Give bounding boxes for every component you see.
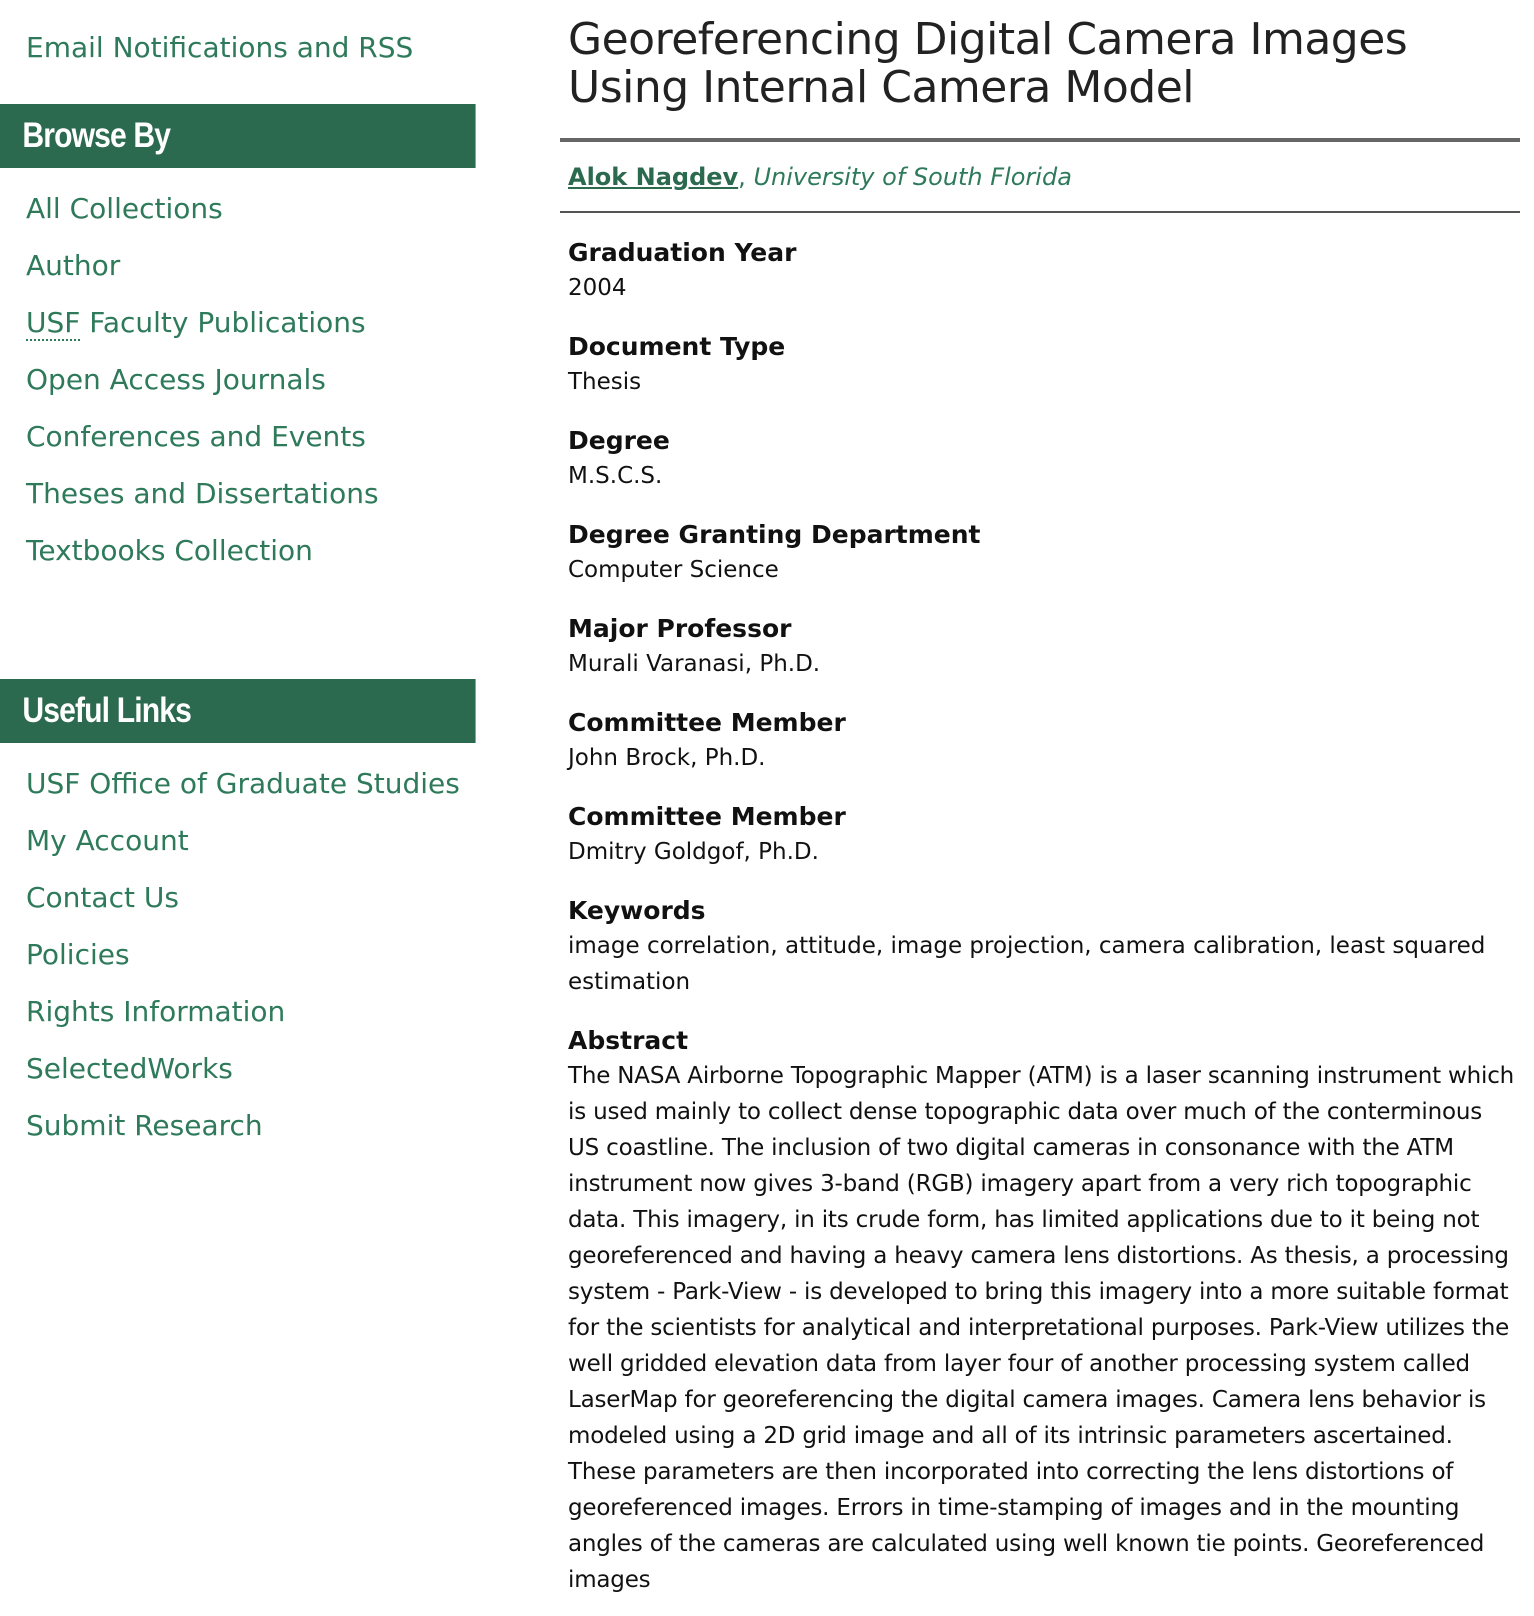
field-degree bbox=[568, 424, 1518, 494]
policies-link[interactable]: Policies bbox=[26, 938, 130, 971]
useful-links-list bbox=[0, 755, 460, 1154]
field-value: Computer Science bbox=[568, 557, 779, 583]
field-value: 2004 bbox=[568, 275, 627, 301]
field-label: Major Professor bbox=[568, 614, 792, 643]
field-label: Committee Member bbox=[568, 802, 846, 831]
useful-links-header: Useful Links bbox=[0, 679, 476, 743]
author-name-link[interactable]: Alok Nagdev bbox=[568, 163, 739, 191]
faculty-publications-label: Faculty Publications bbox=[89, 306, 366, 339]
usf-graduate-studies-link[interactable]: USF Office of Graduate Studies bbox=[26, 767, 460, 800]
browse-author-link[interactable]: Author bbox=[26, 249, 121, 282]
selectedworks-link[interactable]: SelectedWorks bbox=[26, 1052, 233, 1085]
rights-information-link[interactable]: Rights Information bbox=[26, 995, 286, 1028]
field-label: Graduation Year bbox=[568, 238, 797, 267]
field-graduation-year bbox=[568, 236, 1518, 306]
field-degree-granting-department bbox=[568, 518, 1518, 588]
abstract-label: Abstract bbox=[568, 1026, 689, 1055]
submit-research-link[interactable]: Submit Research bbox=[26, 1109, 263, 1142]
browse-usf-faculty-publications-link[interactable] bbox=[0, 294, 379, 351]
browse-conferences-events-link[interactable]: Conferences and Events bbox=[26, 420, 366, 453]
browse-by-list bbox=[0, 180, 379, 579]
author-separator: , bbox=[738, 163, 754, 191]
field-committee-member-2 bbox=[568, 800, 1518, 870]
usf-abbreviation: USF bbox=[26, 306, 81, 339]
field-value: Dmitry Goldgof, Ph.D. bbox=[568, 839, 819, 865]
field-abstract bbox=[568, 1024, 1518, 1598]
field-label: Keywords bbox=[568, 896, 706, 925]
author-divider bbox=[560, 211, 1520, 213]
field-value: Murali Varanasi, Ph.D. bbox=[568, 651, 821, 677]
field-value: image correlation, attitude, image projection, camera calibration, least squared estimation bbox=[568, 933, 1486, 995]
browse-by-header: Browse By bbox=[0, 104, 476, 168]
metadata-fields bbox=[568, 236, 1518, 1616]
field-label: Committee Member bbox=[568, 708, 846, 737]
browse-all-collections-link[interactable]: All Collections bbox=[26, 192, 223, 225]
field-committee-member-1 bbox=[568, 706, 1518, 776]
author-affiliation: University of South Florida bbox=[753, 163, 1072, 191]
title-divider bbox=[560, 138, 1520, 142]
field-value: M.S.C.S. bbox=[568, 463, 663, 489]
field-label: Degree bbox=[568, 426, 670, 455]
field-value: John Brock, Ph.D. bbox=[568, 745, 766, 771]
contact-us-link[interactable]: Contact Us bbox=[26, 881, 179, 914]
abstract-text: The NASA Airborne Topographic Mapper (ATM) is a laser scanning instrument which is used mainly to collect dense topographic data over much of the conterminous US coastline. The inclusion of two digital cameras in consonance with the ATM instrument now gives 3-band (RGB) imagery apart from a very rich topographic data. This imagery, in its crude form, has limited applications due to it being not georeferenced and having a heavy camera lens distortions. As thesis, a processing system - Park-View - is developed to bring this imagery into a more suitable format for the scientists for analytical and interpretational purposes. Park-View utilizes the well gridded elevation data from layer four of another processing system called LaserMap for georeferencing the digital camera images. Camera lens behavior is modeled using a 2D grid image and all of its intrinsic parameters ascertained. These parameters are then incorporated into correcting the lens distortions of georeferenced images. Errors in time-stamping of images and in the mounting angles of the cameras are calculated using well known tie points. Georeferenced images bbox=[568, 1063, 1515, 1593]
browse-theses-dissertations-link[interactable]: Theses and Dissertations bbox=[26, 477, 379, 510]
field-major-professor bbox=[568, 612, 1518, 682]
field-value: Thesis bbox=[568, 369, 642, 395]
field-label: Degree Granting Department bbox=[568, 520, 981, 549]
field-keywords bbox=[568, 894, 1518, 1000]
email-notifications-rss-link[interactable]: Email Notifications and RSS bbox=[26, 31, 414, 64]
my-account-link[interactable]: My Account bbox=[26, 824, 189, 857]
browse-textbooks-collection-link[interactable]: Textbooks Collection bbox=[26, 534, 313, 567]
page-title: Georeferencing Digital Camera Images Using Internal Camera Model bbox=[568, 14, 1408, 113]
field-label: Document Type bbox=[568, 332, 786, 361]
field-document-type bbox=[568, 330, 1518, 400]
author-line bbox=[568, 160, 1072, 194]
browse-open-access-journals-link[interactable]: Open Access Journals bbox=[26, 363, 326, 396]
